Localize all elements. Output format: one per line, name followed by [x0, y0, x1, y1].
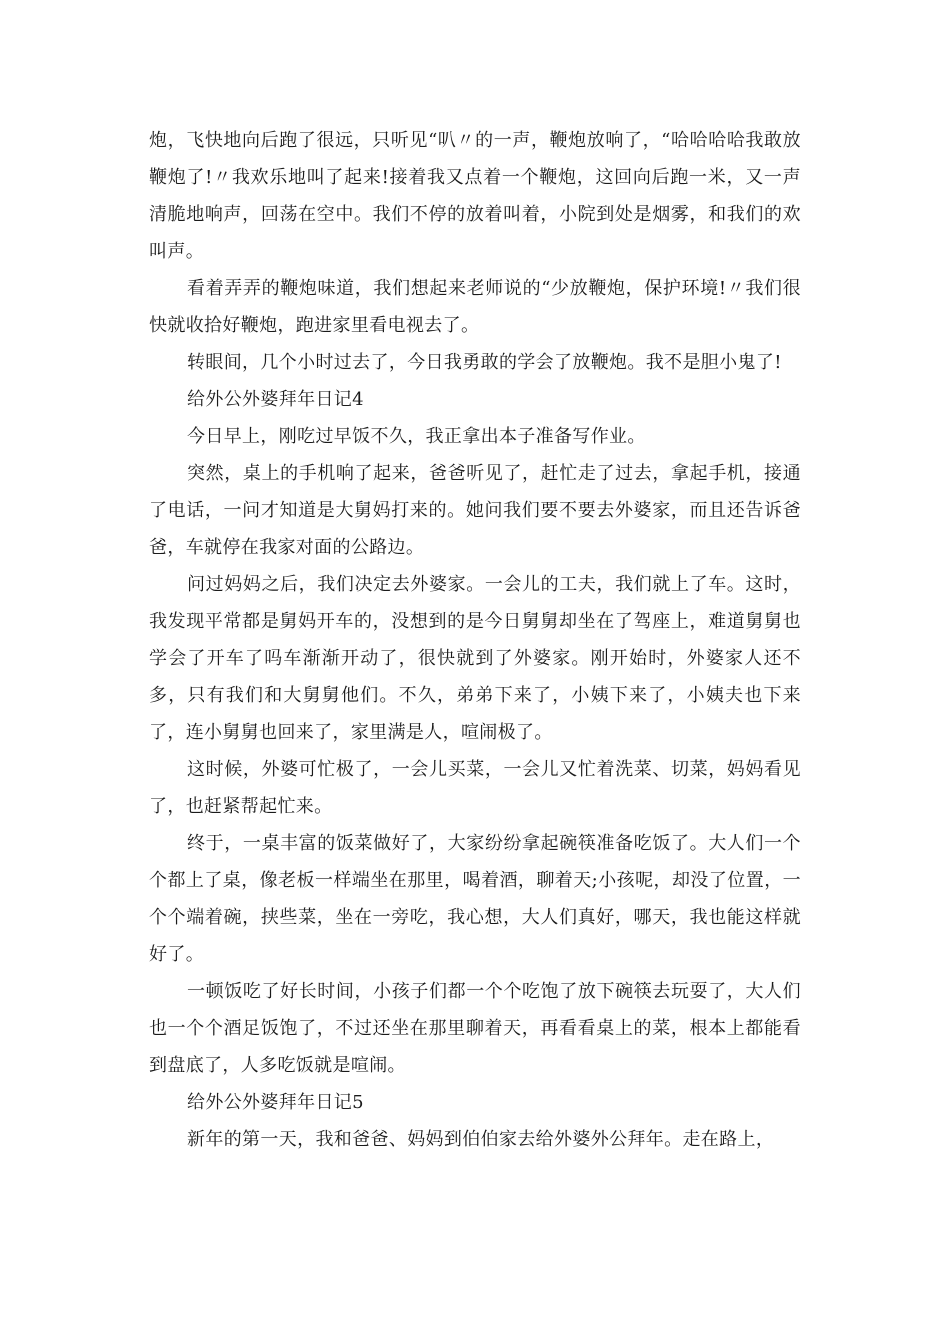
paragraph: 问过妈妈之后，我们决定去外婆家。一会儿的工夫，我们就上了车。这时，我发现平常都是舅妈开车的，没想到的是今日舅舅却坐在了驾座上，难道舅舅也学会了开车了吗车渐渐开动了，很快就到了外婆家。刚开始时，外婆家人还不多，只有我们和大舅舅他们。不久，弟弟下来了，小姨下来了，小姨夫也下来了，连小舅舅也回来了，家里满是人，喧闹极了。 [149, 574, 801, 743]
paragraph: 终于，一桌丰富的饭菜做好了，大家纷纷拿起碗筷准备吃饭了。大人们一个个都上了桌，像老板一样端坐在那里，喝着酒，聊着天;小孩呢，却没了位置，一个个端着碗，挟些菜，坐在一旁吃，我心想，大人们真好，哪天，我也能这样就好了。 [149, 833, 801, 965]
document-body [149, 122, 801, 1158]
paragraph: 突然，桌上的手机响了起来，爸爸听见了，赶忙走了过去，拿起手机，接通了电话，一问才知道是大舅妈打来的。她问我们要不要去外婆家，而且还告诉爸爸，车就停在我家对面的公路边。 [149, 463, 801, 558]
section-heading: 给外公外婆拜年日记4 [187, 389, 364, 410]
paragraph: 这时候，外婆可忙极了，一会儿买菜，一会儿又忙着洗菜、切菜，妈妈看见了，也赶紧帮起忙来。 [149, 759, 801, 817]
paragraph: 今日早上，刚吃过早饭不久，我正拿出本子准备写作业。 [187, 426, 646, 447]
paragraph: 一顿饭吃了好长时间，小孩子们都一个个吃饱了放下碗筷去玩耍了，大人们也一个个酒足饭饱了，不过还坐在那里聊着天，再看看桌上的菜，根本上都能看到盘底了，人多吃饭就是喧闹。 [149, 981, 801, 1076]
paragraph-continuation: 炮，飞快地向后跑了很远，只听见“叭〃的一声，鞭炮放响了，“哈哈哈哈我敢放鞭炮了!〃我欢乐地叫了起来!接着我又点着一个鞭炮，这回向后跑一米，又一声清脆地响声，回荡在空中。我们不停的放着叫着，小院到处是烟雾，和我们的欢叫声。 [149, 130, 801, 262]
paragraph: 看着弄弄的鞭炮味道，我们想起来老师说的“少放鞭炮，保护环境!〃我们很快就收拾好鞭炮，跑进家里看电视去了。 [149, 278, 801, 336]
section-heading: 给外公外婆拜年日记5 [187, 1092, 364, 1113]
paragraph: 新年的第一天，我和爸爸、妈妈到伯伯家去给外婆外公拜年。走在路上， [187, 1129, 775, 1150]
paragraph: 转眼间，几个小时过去了，今日我勇敢的学会了放鞭炮。我不是胆小鬼了! [187, 352, 782, 373]
